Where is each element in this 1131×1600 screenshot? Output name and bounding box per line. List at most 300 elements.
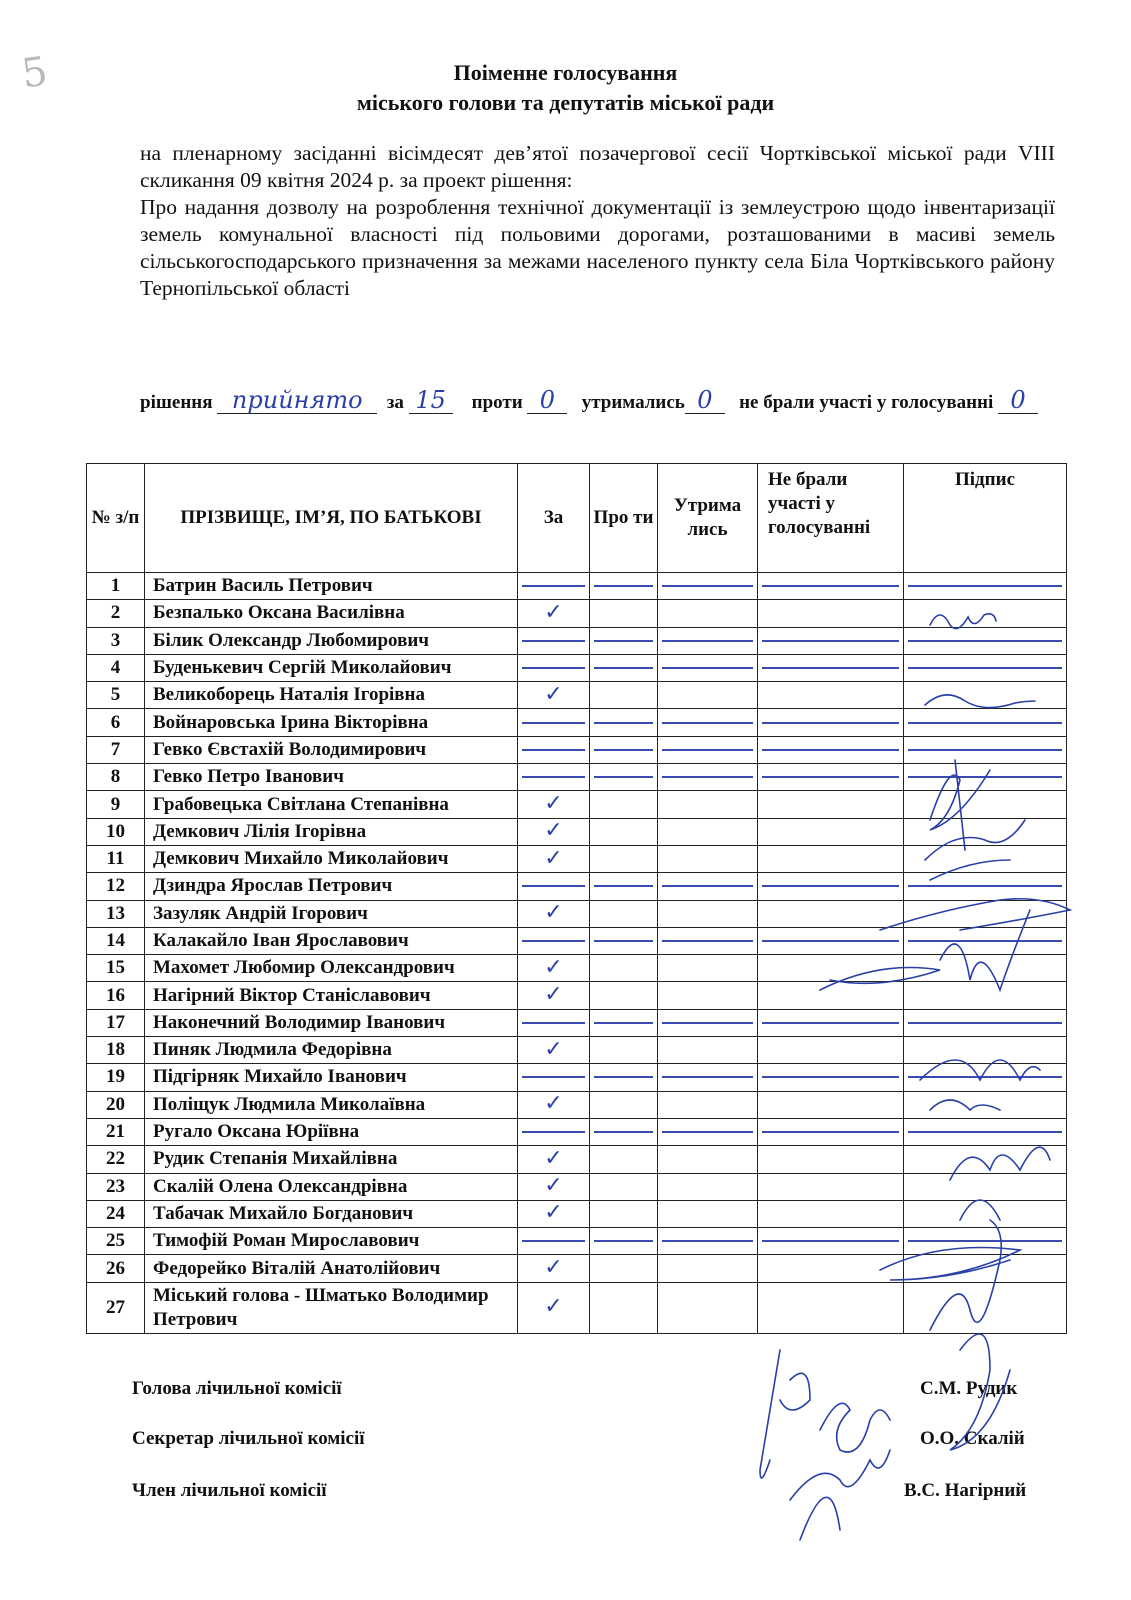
deputy-name: Федорейко Віталій Анатолійович: [145, 1255, 518, 1282]
vote-not-participated-cell: [758, 818, 904, 845]
dash-line: [522, 640, 585, 642]
not-participated-value: 0: [1010, 386, 1026, 414]
table-row: [87, 736, 1067, 763]
abstained-value: 0: [697, 386, 713, 414]
vote-for-cell: [518, 1118, 590, 1145]
dash-line: [908, 776, 1062, 778]
dash-line: [908, 749, 1062, 751]
signature-cell: [904, 1064, 1067, 1091]
vote-for-cell: [518, 927, 590, 954]
checkmark-icon: ✓: [544, 982, 563, 1008]
deputy-name: Білик Олександр Любомирович: [145, 627, 518, 654]
dash-line: [594, 749, 653, 751]
row-number: 17: [87, 1009, 145, 1036]
header-number: № з/п: [87, 464, 145, 573]
dash-line: [662, 749, 753, 751]
member-name: В.С. Нагірний: [904, 1480, 1027, 1501]
vote-abstained-cell: [658, 900, 758, 927]
not-participated-value-field: [998, 386, 1038, 414]
vote-against-cell: [590, 1118, 658, 1145]
dash-line: [522, 885, 585, 887]
vote-against-cell: [590, 873, 658, 900]
vote-for-cell: [518, 900, 590, 927]
row-number: 14: [87, 927, 145, 954]
vote-for-cell: [518, 627, 590, 654]
vote-against-cell: [590, 1091, 658, 1118]
dash-line: [662, 585, 753, 587]
dash-line: [522, 667, 585, 669]
table-row: [87, 1064, 1067, 1091]
vote-not-participated-cell: [758, 873, 904, 900]
signature-secretary: [820, 1403, 890, 1452]
table-row: [87, 1037, 1067, 1064]
vote-for-cell: [518, 1255, 590, 1282]
abstained-label: утримались: [581, 392, 685, 413]
dash-line: [522, 749, 585, 751]
checkmark-icon: ✓: [544, 1255, 563, 1281]
dash-line: [908, 1076, 1062, 1078]
vote-for-cell: [518, 654, 590, 681]
vote-against-cell: [590, 927, 658, 954]
row-number: 3: [87, 627, 145, 654]
table-header-row: [87, 464, 1067, 573]
table-row: [87, 982, 1067, 1009]
table-row: [87, 600, 1067, 627]
vote-for-cell: [518, 764, 590, 791]
table-row: [87, 955, 1067, 982]
dash-line: [762, 885, 899, 887]
against-label: проти: [471, 392, 523, 413]
header-against: Про ти: [590, 464, 658, 573]
deputy-name: Демкович Лілія Ігорівна: [145, 818, 518, 845]
vote-for-cell: [518, 600, 590, 627]
vote-abstained-cell: [658, 573, 758, 600]
vote-against-cell: [590, 791, 658, 818]
vote-abstained-cell: [658, 736, 758, 763]
decision-summary: [140, 386, 1055, 415]
deputy-name: Безпалько Оксана Василівна: [145, 600, 518, 627]
vote-against-cell: [590, 1037, 658, 1064]
deputy-name: Дзиндра Ярослав Петрович: [145, 873, 518, 900]
vote-against-cell: [590, 845, 658, 872]
against-value: 0: [539, 386, 556, 414]
vote-not-participated-cell: [758, 982, 904, 1009]
deputy-name: Войнаровська Ірина Вікторівна: [145, 709, 518, 736]
vote-abstained-cell: [658, 1282, 758, 1333]
table-row: [87, 1009, 1067, 1036]
vote-abstained-cell: [658, 982, 758, 1009]
vote-for-cell: [518, 682, 590, 709]
vote-against-cell: [590, 982, 658, 1009]
signature-cell: [904, 1200, 1067, 1227]
vote-not-participated-cell: [758, 627, 904, 654]
deputy-name: Грабовецька Світлана Степанівна: [145, 791, 518, 818]
vote-not-participated-cell: [758, 791, 904, 818]
row-number: 26: [87, 1255, 145, 1282]
table-row: [87, 1146, 1067, 1173]
vote-for-cell: [518, 1146, 590, 1173]
table-row: [87, 845, 1067, 872]
table-row: [87, 927, 1067, 954]
signature-cell: [904, 1228, 1067, 1255]
dash-line: [522, 776, 585, 778]
signature-cell: [904, 845, 1067, 872]
dash-line: [762, 1022, 899, 1024]
vote-for-cell: [518, 1200, 590, 1227]
table-row: [87, 873, 1067, 900]
table-row: [87, 654, 1067, 681]
vote-for-cell: [518, 818, 590, 845]
vote-not-participated-cell: [758, 927, 904, 954]
signature-cell: [904, 600, 1067, 627]
vote-not-participated-cell: [758, 1118, 904, 1145]
dash-line: [762, 940, 899, 942]
dash-line: [662, 1076, 753, 1078]
checkmark-icon: ✓: [544, 599, 563, 625]
signature-cell: [904, 627, 1067, 654]
deputy-name: Табачак Михайло Богданович: [145, 1200, 518, 1227]
signature-cell: [904, 1173, 1067, 1200]
vote-abstained-cell: [658, 1009, 758, 1036]
header-not-participated: Не брали участі у голосуванні: [758, 464, 904, 573]
vote-against-cell: [590, 1009, 658, 1036]
dash-line: [594, 1131, 653, 1133]
vote-against-cell: [590, 736, 658, 763]
vote-not-participated-cell: [758, 654, 904, 681]
row-number: 7: [87, 736, 145, 763]
vote-abstained-cell: [658, 873, 758, 900]
session-description: [140, 140, 1055, 302]
vote-abstained-cell: [658, 1118, 758, 1145]
signature-cell: [904, 736, 1067, 763]
signature-cell: [904, 927, 1067, 954]
deputy-name: Підгірняк Михайло Іванович: [145, 1064, 518, 1091]
vote-abstained-cell: [658, 955, 758, 982]
vote-for-cell: [518, 1009, 590, 1036]
vote-abstained-cell: [658, 654, 758, 681]
vote-against-cell: [590, 1173, 658, 1200]
dash-line: [908, 885, 1062, 887]
table-row: [87, 1255, 1067, 1282]
vote-abstained-cell: [658, 1200, 758, 1227]
signature-cell: [904, 1091, 1067, 1118]
signature-cell: [904, 764, 1067, 791]
dash-line: [908, 1131, 1062, 1133]
vote-not-participated-cell: [758, 1146, 904, 1173]
checkmark-icon: ✓: [544, 1173, 563, 1199]
table-row: [87, 818, 1067, 845]
vote-abstained-cell: [658, 1173, 758, 1200]
deputy-name: Скалій Олена Олександрівна: [145, 1173, 518, 1200]
vote-not-participated-cell: [758, 1091, 904, 1118]
vote-for-cell: [518, 709, 590, 736]
vote-not-participated-cell: [758, 845, 904, 872]
vote-abstained-cell: [658, 1064, 758, 1091]
dash-line: [522, 1022, 585, 1024]
deputy-name: Великоборець Наталія Ігорівна: [145, 682, 518, 709]
deputy-name: Калакайло Іван Ярославович: [145, 927, 518, 954]
dash-line: [522, 722, 585, 724]
vote-abstained-cell: [658, 1037, 758, 1064]
checkmark-icon: ✓: [544, 681, 563, 707]
signature-chair: [760, 1350, 810, 1478]
dash-line: [908, 1240, 1062, 1242]
deputy-name: Поліщук Людмила Миколаївна: [145, 1091, 518, 1118]
dash-line: [662, 640, 753, 642]
checkmark-icon: ✓: [544, 1294, 563, 1320]
header-for: За: [518, 464, 590, 573]
vote-abstained-cell: [658, 818, 758, 845]
vote-abstained-cell: [658, 791, 758, 818]
vote-against-cell: [590, 1255, 658, 1282]
vote-abstained-cell: [658, 1091, 758, 1118]
dash-line: [594, 722, 653, 724]
for-value-field: [409, 386, 453, 414]
dash-line: [594, 1022, 653, 1024]
secretary-label: Секретар лічильної комісії: [132, 1428, 365, 1449]
checkmark-icon: ✓: [544, 954, 563, 980]
table-row: [87, 1118, 1067, 1145]
row-number: 18: [87, 1037, 145, 1064]
not-participated-label: не брали участі у голосуванні: [739, 392, 994, 413]
draft-decision-title: Про надання дозволу на розроблення технічної документації із землеустрою щодо інвентаризації земель комунальної власності під польовими дорогами, розташованими в масиві земель сільськогосподарського призначення за межами населеного пункту села Біла Чортківського району Тернопільської області: [140, 195, 1055, 300]
dash-line: [762, 1076, 899, 1078]
dash-line: [762, 667, 899, 669]
checkmark-icon: ✓: [544, 1036, 563, 1062]
signature-cell: [904, 1255, 1067, 1282]
signature-cell: [904, 955, 1067, 982]
deputy-name: Махомет Любомир Олександрович: [145, 955, 518, 982]
vote-for-cell: [518, 982, 590, 1009]
roll-call-table: [86, 463, 1067, 1334]
vote-for-cell: [518, 1282, 590, 1333]
vote-not-participated-cell: [758, 736, 904, 763]
dash-line: [594, 1240, 653, 1242]
deputy-name: Міський голова - Шматько Володимир Петрович: [145, 1282, 518, 1333]
dash-line: [594, 585, 653, 587]
row-number: 4: [87, 654, 145, 681]
vote-abstained-cell: [658, 1255, 758, 1282]
header-abstained: Утрима лись: [658, 464, 758, 573]
vote-not-participated-cell: [758, 1037, 904, 1064]
vote-against-cell: [590, 1146, 658, 1173]
vote-for-cell: [518, 1228, 590, 1255]
vote-abstained-cell: [658, 1146, 758, 1173]
row-number: 25: [87, 1228, 145, 1255]
signature-cell: [904, 791, 1067, 818]
vote-for-cell: [518, 1173, 590, 1200]
signature-cell: [904, 1282, 1067, 1333]
deputy-name: Наконечний Володимир Іванович: [145, 1009, 518, 1036]
vote-against-cell: [590, 654, 658, 681]
dash-line: [908, 640, 1062, 642]
vote-against-cell: [590, 1228, 658, 1255]
vote-for-cell: [518, 1064, 590, 1091]
table-row: [87, 573, 1067, 600]
dash-line: [594, 640, 653, 642]
table-row: [87, 764, 1067, 791]
page-number: 5: [18, 48, 51, 98]
vote-for-cell: [518, 1037, 590, 1064]
dash-line: [662, 1022, 753, 1024]
document-title: Поіменне голосування: [453, 60, 678, 85]
dash-line: [662, 885, 753, 887]
row-number: 15: [87, 955, 145, 982]
vote-for-cell: [518, 791, 590, 818]
deputy-name: Тимофій Роман Мирославович: [145, 1228, 518, 1255]
vote-against-cell: [590, 818, 658, 845]
row-number: 16: [87, 982, 145, 1009]
vote-not-participated-cell: [758, 1064, 904, 1091]
dash-line: [594, 667, 653, 669]
table-row: [87, 1091, 1067, 1118]
dash-line: [662, 940, 753, 942]
checkmark-icon: ✓: [544, 818, 563, 844]
vote-against-cell: [590, 1200, 658, 1227]
chair-name: С.М. Рудик: [920, 1378, 1018, 1399]
dash-line: [908, 940, 1062, 942]
table-row: [87, 1200, 1067, 1227]
row-number: 20: [87, 1091, 145, 1118]
vote-abstained-cell: [658, 1228, 758, 1255]
checkmark-icon: ✓: [544, 791, 563, 817]
vote-for-cell: [518, 845, 590, 872]
vote-abstained-cell: [658, 927, 758, 954]
dash-line: [908, 722, 1062, 724]
dash-line: [762, 1131, 899, 1133]
signature-cell: [904, 818, 1067, 845]
vote-against-cell: [590, 573, 658, 600]
deputy-name: Ругало Оксана Юріївна: [145, 1118, 518, 1145]
vote-not-participated-cell: [758, 1200, 904, 1227]
vote-against-cell: [590, 600, 658, 627]
row-number: 13: [87, 900, 145, 927]
row-number: 11: [87, 845, 145, 872]
deputy-name: Зазуляк Андрій Ігорович: [145, 900, 518, 927]
row-number: 19: [87, 1064, 145, 1091]
vote-for-cell: [518, 1091, 590, 1118]
signature-cell: [904, 873, 1067, 900]
member-label: Член лічильної комісії: [132, 1480, 327, 1501]
signature-cell: [904, 1037, 1067, 1064]
vote-against-cell: [590, 955, 658, 982]
deputy-name: Гевко Євстахій Володимирович: [145, 736, 518, 763]
vote-against-cell: [590, 900, 658, 927]
vote-for-cell: [518, 736, 590, 763]
row-number: 5: [87, 682, 145, 709]
dash-line: [662, 722, 753, 724]
table-row: [87, 900, 1067, 927]
dash-line: [662, 776, 753, 778]
checkmark-icon: ✓: [544, 1200, 563, 1226]
vote-against-cell: [590, 709, 658, 736]
deputy-name: Рудик Степанія Михайлівна: [145, 1146, 518, 1173]
dash-line: [762, 1240, 899, 1242]
dash-line: [662, 1131, 753, 1133]
vote-against-cell: [590, 764, 658, 791]
vote-abstained-cell: [658, 709, 758, 736]
vote-against-cell: [590, 1282, 658, 1333]
checkmark-icon: ✓: [544, 900, 563, 926]
row-number: 2: [87, 600, 145, 627]
row-number: 6: [87, 709, 145, 736]
dash-line: [908, 667, 1062, 669]
signature-cell: [904, 900, 1067, 927]
row-number: 21: [87, 1118, 145, 1145]
vote-against-cell: [590, 627, 658, 654]
dash-line: [662, 667, 753, 669]
deputy-name: Демкович Михайло Миколайович: [145, 845, 518, 872]
vote-against-cell: [590, 682, 658, 709]
for-value: 15: [415, 386, 446, 414]
deputy-name: Гевко Петро Іванович: [145, 764, 518, 791]
row-number: 1: [87, 573, 145, 600]
dash-line: [762, 640, 899, 642]
against-value-field: [527, 386, 567, 414]
dash-line: [762, 776, 899, 778]
decision-label: рішення: [140, 392, 213, 413]
vote-not-participated-cell: [758, 573, 904, 600]
row-number: 8: [87, 764, 145, 791]
decision-value-field: [217, 386, 377, 414]
dash-line: [594, 885, 653, 887]
dash-line: [594, 776, 653, 778]
dash-line: [662, 1240, 753, 1242]
table-row: [87, 1228, 1067, 1255]
dash-line: [522, 1131, 585, 1133]
vote-not-participated-cell: [758, 1255, 904, 1282]
signature-cell: [904, 1009, 1067, 1036]
vote-not-participated-cell: [758, 900, 904, 927]
row-number: 10: [87, 818, 145, 845]
secretary-name: О.О. Скалій: [920, 1428, 1025, 1449]
vote-abstained-cell: [658, 600, 758, 627]
deputy-name: Батрин Василь Петрович: [145, 573, 518, 600]
table-row: [87, 1173, 1067, 1200]
checkmark-icon: ✓: [544, 1091, 563, 1117]
vote-abstained-cell: [658, 764, 758, 791]
table-row: [87, 682, 1067, 709]
decision-value: прийнято: [231, 386, 363, 414]
header-name: ПРІЗВИЩЕ, ІМ’Я, ПО БАТЬКОВІ: [145, 464, 518, 573]
signature-member: [790, 1450, 890, 1540]
session-line: на пленарному засіданні вісімдесят дев’ятої позачергової сесії Чортківської міської ради VIII скликання 09 квітня 2024 р. за проект рішення:: [140, 141, 1055, 192]
signature-cell: [904, 682, 1067, 709]
row-number: 22: [87, 1146, 145, 1173]
vote-not-participated-cell: [758, 955, 904, 982]
vote-abstained-cell: [658, 682, 758, 709]
deputy-name: Буденькевич Сергій Миколайович: [145, 654, 518, 681]
row-number: 23: [87, 1173, 145, 1200]
vote-abstained-cell: [658, 627, 758, 654]
signature-cell: [904, 709, 1067, 736]
dash-line: [908, 1022, 1062, 1024]
dash-line: [522, 585, 585, 587]
dash-line: [522, 940, 585, 942]
deputy-name: Нагірний Віктор Станіславович: [145, 982, 518, 1009]
vote-for-cell: [518, 873, 590, 900]
deputy-name: Пиняк Людмила Федорівна: [145, 1037, 518, 1064]
for-label: за: [386, 392, 404, 413]
vote-for-cell: [518, 955, 590, 982]
signature-cell: [904, 1118, 1067, 1145]
signature-cell: [904, 1146, 1067, 1173]
vote-not-participated-cell: [758, 682, 904, 709]
signature-cell: [904, 573, 1067, 600]
checkmark-icon: ✓: [544, 845, 563, 871]
chair-label: Голова лічильної комісії: [132, 1378, 342, 1399]
table-row: [87, 1282, 1067, 1333]
